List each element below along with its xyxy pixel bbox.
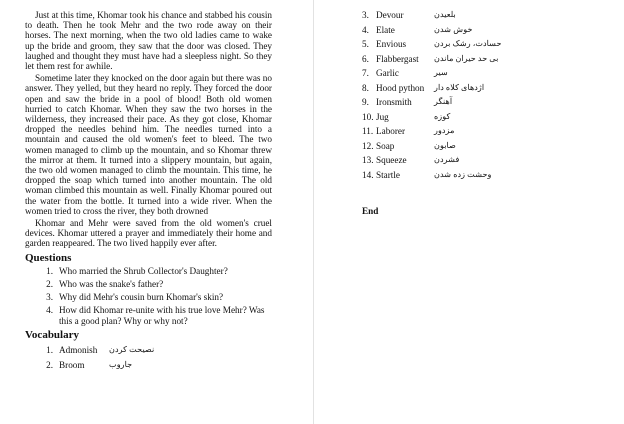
page-divider bbox=[313, 0, 314, 424]
vocabulary-item bbox=[362, 37, 512, 52]
vocabulary-word: Squeeze bbox=[376, 155, 407, 166]
vocabulary-translation: فشردن bbox=[434, 155, 460, 165]
vocabulary-number: 12. bbox=[362, 140, 374, 151]
vocabulary-item bbox=[362, 66, 512, 81]
vocabulary-word: Ironsmith bbox=[376, 97, 412, 108]
vocabulary-translation: نصیحت کردن bbox=[109, 345, 155, 355]
vocabulary-word: Devour bbox=[376, 10, 404, 21]
question-item bbox=[25, 292, 272, 302]
vocabulary-number: 4. bbox=[362, 24, 369, 35]
vocabulary-number: 5. bbox=[362, 39, 369, 50]
vocabulary-translation: اژدهای کلاه دار bbox=[434, 82, 485, 92]
end-label: End bbox=[362, 206, 379, 216]
vocabulary-item bbox=[362, 95, 512, 110]
vocabulary-word: Jug bbox=[376, 111, 389, 122]
question-item bbox=[25, 266, 272, 276]
question-text: How did Khomar re-unite with his true love Mehr? Was this a good plan? Why or why not? bbox=[59, 305, 265, 326]
vocabulary-item bbox=[362, 168, 512, 183]
question-text: Why did Mehr's cousin burn Khomar's skin? bbox=[59, 292, 224, 303]
vocabulary-translation: حسادت، رشک بردن bbox=[434, 39, 502, 49]
question-number: 4. bbox=[46, 305, 53, 316]
question-number: 1. bbox=[46, 265, 53, 276]
vocabulary-item bbox=[362, 124, 512, 139]
vocabulary-word: Admonish bbox=[59, 345, 98, 356]
vocabulary-number: 10. bbox=[362, 111, 374, 122]
vocabulary-word: Laborer bbox=[376, 126, 406, 137]
vocabulary-heading: Vocabulary bbox=[25, 328, 79, 341]
vocabulary-item bbox=[362, 139, 512, 154]
left-page bbox=[25, 10, 272, 373]
vocabulary-item bbox=[362, 81, 512, 96]
vocabulary-item bbox=[362, 110, 512, 125]
question-number: 3. bbox=[46, 292, 53, 303]
vocabulary-translation: بلعیدن bbox=[434, 10, 456, 20]
question-item bbox=[25, 305, 272, 325]
vocabulary-number: 14. bbox=[362, 169, 374, 180]
vocabulary-word: Broom bbox=[59, 360, 85, 371]
vocabulary-number: 1. bbox=[46, 345, 53, 356]
question-item bbox=[25, 279, 272, 289]
questions-heading: Questions bbox=[25, 251, 72, 264]
vocabulary-word: Hood python bbox=[376, 82, 425, 93]
vocabulary-number: 9. bbox=[362, 97, 369, 108]
vocabulary-word: Soap bbox=[376, 140, 395, 151]
question-text: Who was the snake's father? bbox=[59, 279, 164, 290]
vocabulary-item bbox=[25, 343, 272, 358]
vocabulary-item bbox=[362, 52, 512, 67]
vocabulary-translation: مزدور bbox=[434, 126, 455, 136]
vocabulary-word: Elate bbox=[376, 24, 395, 35]
vocabulary-number: 11. bbox=[362, 126, 374, 137]
vocabulary-word: Flabbergast bbox=[376, 53, 419, 64]
vocabulary-item bbox=[362, 8, 512, 23]
questions-list bbox=[25, 266, 272, 326]
story-paragraph: Just at this time, Khomar took his chance and stabbed his cousin to death. Then he took Mehr and the two rode away on their horses. The next morning, when the two old ladies came to wake up the bride and groom, they saw that the door was closed. They laughed and thought they must have had a sleepless night. So they let them rest for awhile. bbox=[25, 10, 272, 72]
vocabulary-number: 6. bbox=[362, 53, 369, 64]
vocabulary-item bbox=[25, 358, 272, 373]
story-paragraph: Sometime later they knocked on the door again but there was no answer. They yelled, but they heard no reply. They forced the door open and saw the bride in a pool of blood! Both old women hurried to catch Khomar. When they saw the two horses in the wilderness, they increased their pace. As they got close, Khomar dropped the needles behind him. The needles turned into a mountain and caused the old women's feet to bleed. The two women managed to climb up the mountain, and so Khomar threw the mirror at them. It turned into a slippery mountain, but again, the two old women managed to climb the mountain. This time, he dropped the soap which turned into another mountain. The old woman climbed this mountain as well. Finally Khomar poured out the water from the bottle. It turned into a wide river. When the women tried to cross the river, they both drowned bbox=[25, 73, 272, 216]
vocabulary-item bbox=[362, 153, 512, 168]
right-page bbox=[362, 8, 512, 216]
vocabulary-number: 7. bbox=[362, 68, 369, 79]
story-paragraph: Khomar and Mehr were saved from the old women's cruel devices. Khomar uttered a prayer and immediately their home and garden reappeared. The two lived happily ever after. bbox=[25, 218, 272, 249]
question-text: Who married the Shrub Collector's Daughter? bbox=[59, 265, 228, 276]
vocabulary-translation: آهنگر bbox=[434, 97, 453, 107]
vocabulary-translation: خوش شدن bbox=[434, 24, 473, 34]
vocabulary-translation: جاروب bbox=[109, 360, 133, 370]
vocabulary-translation: سیر bbox=[434, 68, 448, 78]
vocabulary-word: Startle bbox=[376, 169, 400, 180]
vocabulary-item bbox=[362, 23, 512, 38]
vocabulary-number: 13. bbox=[362, 155, 374, 166]
vocabulary-number: 8. bbox=[362, 82, 369, 93]
question-number: 2. bbox=[46, 279, 53, 290]
vocabulary-number: 3. bbox=[362, 10, 369, 21]
vocabulary-translation: وحشت زده شدن bbox=[434, 169, 492, 179]
vocabulary-word: Envious bbox=[376, 39, 407, 50]
vocabulary-translation: کوزه bbox=[434, 111, 451, 121]
vocabulary-translation: بی حد حیران ماندن bbox=[434, 53, 499, 63]
vocabulary-number: 2. bbox=[46, 360, 53, 371]
vocabulary-word: Garlic bbox=[376, 68, 399, 79]
vocabulary-list-left bbox=[25, 343, 272, 373]
vocabulary-translation: صابون bbox=[434, 140, 456, 150]
